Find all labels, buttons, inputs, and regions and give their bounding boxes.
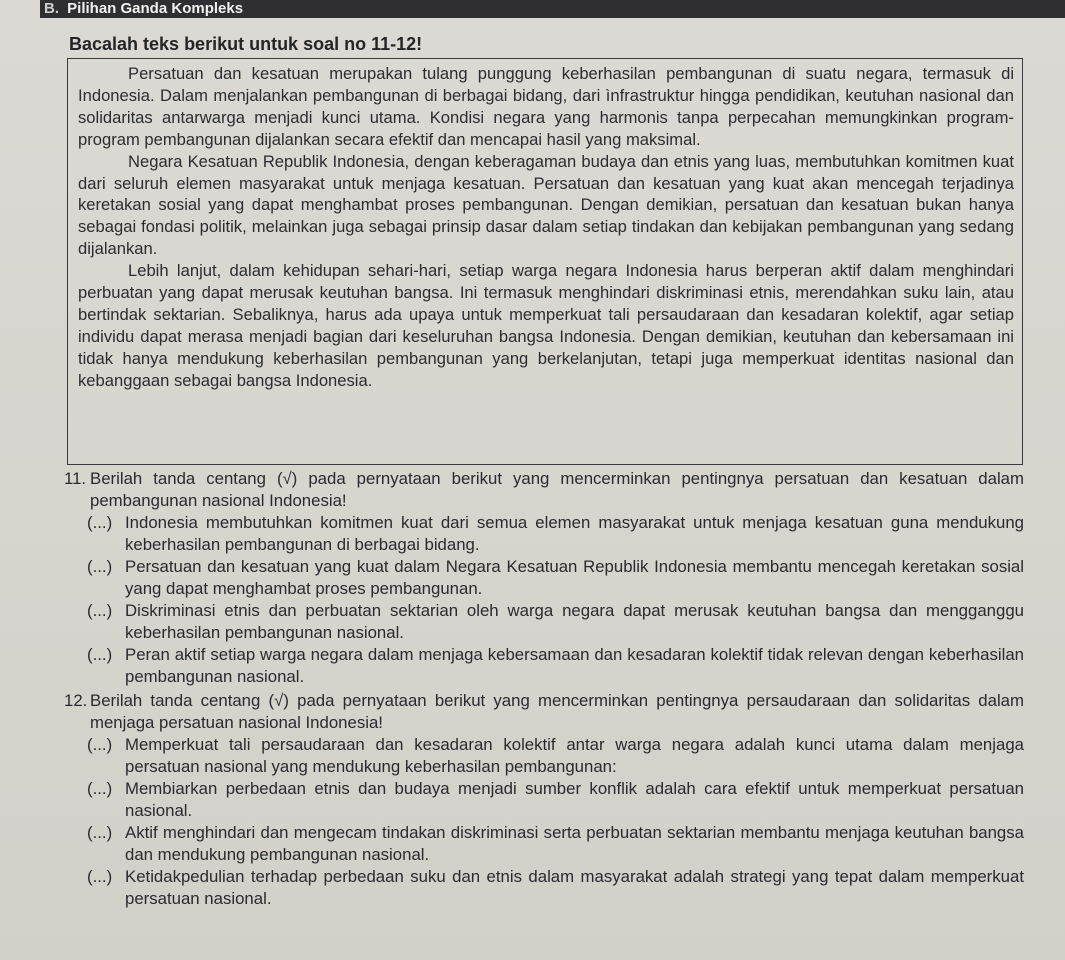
checkbox-placeholder[interactable]: (...): [87, 735, 113, 754]
passage-paragraph-2: Negara Kesatuan Republik Indonesia, dengan keberagaman budaya dan etnis yang luas, membutuhkan komitmen kuat dari seluruh elemen masyarakat untuk menjaga kesatuan. Persatuan dan kesatuan yang kuat akan mencegah terjadinya keretakan sosial yang dapat menghambat proses pembangunan. Dengan demikian, persatuan dan kesatuan bukan hanya sebagai fondasi politik, melainkan juga sebagai prinsip dasar dalam setiap tindakan dan kebijakan pembangunan yang sedang dijalankan.: [78, 151, 1014, 259]
option-text: Indonesia membutuhkan komitmen kuat dari semua elemen masyarakat untuk menjaga kesatuan guna mendukung keberhasilan pembangunan di berbagai bidang.: [125, 513, 1024, 554]
checkbox-placeholder[interactable]: (...): [87, 867, 113, 886]
passage-paragraph-1: Persatuan dan kesatuan merupakan tulang punggung keberhasilan pembangunan di suatu negara, termasuk di Indonesia. Dalam menjalankan pembangunan di berbagai bidang, dari ìnfrastruktur hingga pendidikan, keutuhan nasional dan solidaritas antarwarga menjadi kunci utama. Kondisi negara yang harmonis tanpa perpecahan memungkinkan program-program pembangunan dijalankan secara efektif dan mencapai hasil yang maksimal.: [78, 64, 1014, 149]
answer-option[interactable]: [87, 866, 1024, 910]
option-text: Ketidakpedulian terhadap perbedaan suku dan etnis dalam masyarakat adalah strategi yang tepat dalam memperkuat persatuan nasional.: [125, 867, 1024, 908]
question-stem: Berilah tanda centang (√) pada pernyataan berikut yang mencerminkan pentingnya persatuan dan kesatuan dalam pembangunan nasional Indonesia!: [90, 469, 1024, 510]
checkbox-placeholder[interactable]: (...): [87, 513, 113, 532]
answer-option[interactable]: [87, 556, 1024, 600]
checkbox-placeholder[interactable]: (...): [87, 779, 113, 798]
question-number: 12.: [64, 691, 88, 710]
question-stem: Berilah tanda centang (√) pada pernyataan berikut yang mencerminkan pentingnya persaudaraan dan solidaritas dalam menjaga persatuan nasional Indonesia!: [90, 691, 1024, 732]
answer-option[interactable]: [87, 734, 1024, 778]
answer-option[interactable]: [87, 778, 1024, 822]
reading-instruction: Bacalah teks berikut untuk soal no 11-12!: [69, 34, 423, 54]
option-text: Aktif menghindari dan mengecam tindakan diskriminasi serta perbuatan sektarian membantu menjaga keutuhan bangsa dan mendukung pembangunan nasional.: [125, 823, 1024, 864]
question-list: [64, 468, 1024, 910]
section-header: [40, 0, 1065, 18]
option-text: Persatuan dan kesatuan yang kuat dalam Negara Kesatuan Republik Indonesia membantu mencegah keretakan sosial yang dapat menghambat proses pembangunan.: [125, 557, 1024, 598]
answer-option[interactable]: [87, 600, 1024, 644]
option-text: Peran aktif setiap warga negara dalam menjaga kebersamaan dan kesadaran kolektif tidak relevan dengan keberhasilan pembangunan nasional.: [125, 645, 1024, 686]
option-text: Memperkuat tali persaudaraan dan kesadaran kolektif antar warga negara adalah kunci utama dalam menjaga persatuan nasional yang mendukung keberhasilan pembangunan:: [125, 735, 1024, 776]
question-number: 11.: [64, 469, 87, 488]
answer-option[interactable]: [87, 644, 1024, 688]
checkbox-placeholder[interactable]: (...): [87, 823, 113, 842]
question-12: [64, 690, 1024, 910]
section-number: B.: [44, 0, 59, 17]
reading-passage: [67, 58, 1023, 465]
option-text: Membiarkan perbedaan etnis dan budaya menjadi sumber konflik adalah cara efektif untuk memperkuat persatuan nasional.: [125, 779, 1024, 820]
answer-option[interactable]: [87, 822, 1024, 866]
checkbox-placeholder[interactable]: (...): [87, 645, 113, 664]
option-text: Diskriminasi etnis dan perbuatan sektarian oleh warga negara dapat merusak keutuhan bangsa dan mengganggu keberhasilan pembangunan nasional.: [125, 601, 1024, 642]
checkbox-placeholder[interactable]: (...): [87, 557, 113, 576]
answer-option[interactable]: [87, 512, 1024, 556]
checkbox-placeholder[interactable]: (...): [87, 601, 113, 620]
section-title: Pilihan Ganda Kompleks: [67, 0, 244, 17]
question-11: [64, 468, 1024, 688]
passage-paragraph-3: Lebih lanjut, dalam kehidupan sehari-hari, setiap warga negara Indonesia harus berperan aktif dalam menghindari perbuatan yang dapat merusak keutuhan bangsa. Ini termasuk menghindari diskriminasi etnis, merendahkan suku lain, atau bertindak sektarian. Sebaliknya, harus ada upaya untuk memperkuat tali persaudaraan dan kesadaran kolektif, agar setiap individu dapat merasa menjadi bagian dari keseluruhan bangsa Indonesia. Dengan demikian, keutuhan dan kebersamaan ini tidak hanya mendukung keberhasilan pembangunan yang berkelanjutan, tetapi juga memperkuat identitas nasional dan kebanggaan sebagai bangsa Indonesia.: [78, 261, 1014, 390]
